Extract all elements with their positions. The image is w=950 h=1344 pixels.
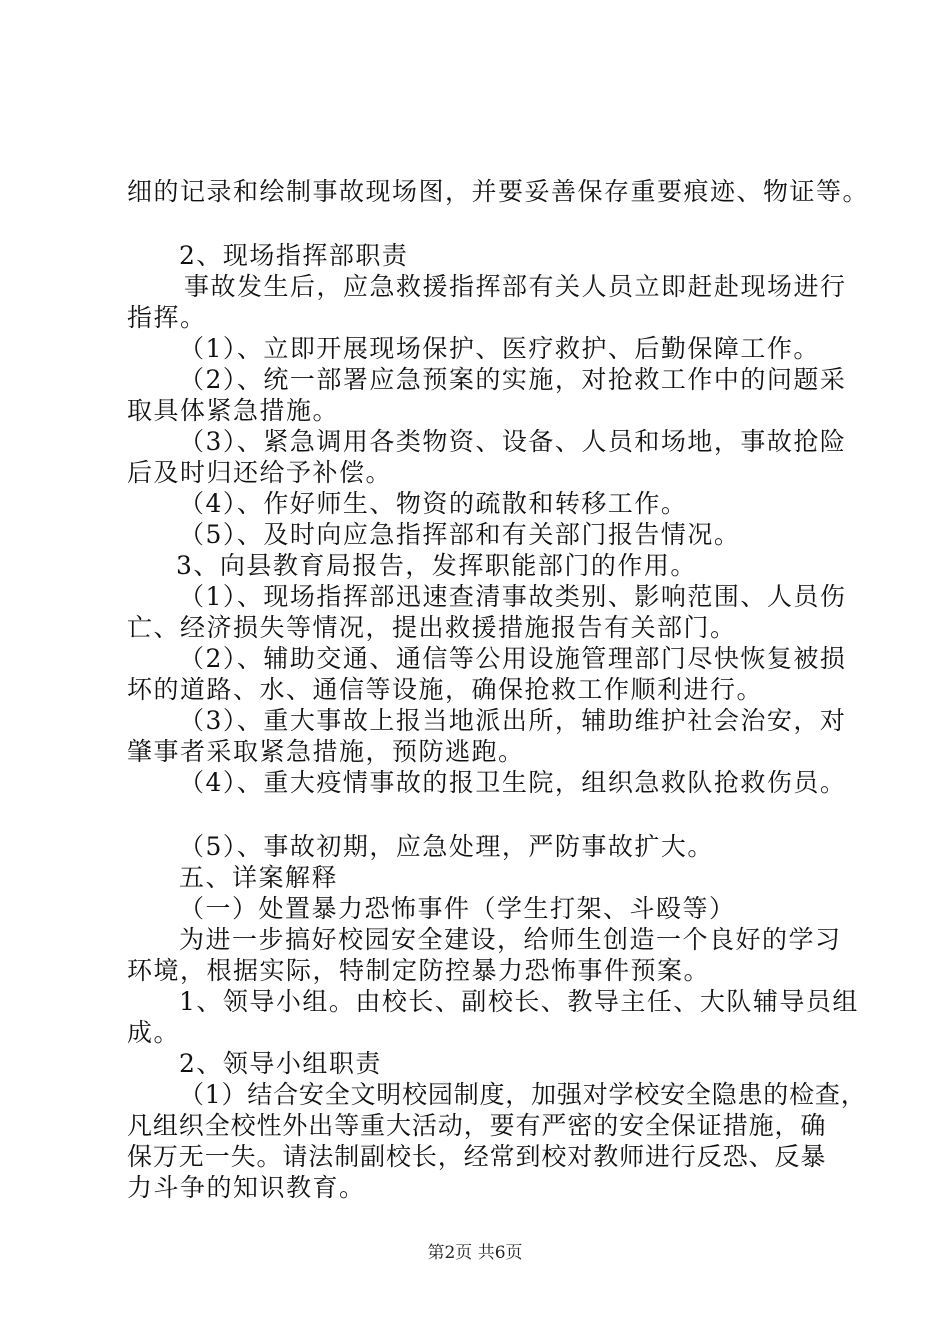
list-item: （5）、事故初期，应急处理，严防事故扩大。 — [179, 832, 714, 861]
section-heading: 3、向县教育局报告，发挥职能部门的作用。 — [176, 551, 697, 580]
list-item: （4）、作好师生、物资的疏散和转移工作。 — [179, 489, 688, 518]
paragraph-line: 凡组织全校性外出等重大活动，要有严密的安全保证措施，确 — [127, 1111, 827, 1140]
list-item: （4）、重大疫情事故的报卫生院，组织急救队抢救伤员。 — [179, 768, 847, 797]
paragraph-line: 力斗争的知识教育。 — [127, 1173, 366, 1202]
list-item: （3）、紧急调用各类物资、设备、人员和场地，事故抢险 — [179, 427, 847, 456]
paragraph-line: 保万无一失。请法制副校长，经常到校对教师进行反恐、反暴 — [127, 1142, 827, 1171]
paragraph-line: 为进一步搞好校园安全建设，给师生创造一个良好的学习 — [179, 925, 842, 954]
list-item: （5）、及时向应急指挥部和有关部门报告情况。 — [179, 520, 741, 549]
list-item: （1）、现场指挥部迅速查清事故类别、影响范围、人员伤 — [179, 582, 847, 611]
list-item: （1）、立即开展现场保护、医疗救护、后勤保障工作。 — [179, 334, 820, 363]
page-number-footer: 第2页 共6页 — [427, 1243, 523, 1263]
section-heading: 2、领导小组职责 — [179, 1049, 382, 1078]
paragraph-line: 亡、经济损失等情况，提出救援措施报告有关部门。 — [127, 613, 737, 642]
list-item: （3）、重大事故上报当地派出所，辅助维护社会治安，对 — [179, 706, 847, 735]
paragraph-line: 环境，根据实际，特制定防控暴力恐怖事件预案。 — [127, 956, 711, 985]
paragraph-line: 细的记录和绘制事故现场图，并要妥善保存重要痕迹、物证等。 — [127, 177, 870, 206]
list-item: （2）、统一部署应急预案的实施，对抢救工作中的问题采 — [179, 365, 847, 394]
paragraph-line: 指挥。 — [127, 303, 207, 332]
paragraph-line: 事故发生后，应急救援指挥部有关人员立即赶赴现场进行 — [184, 272, 847, 301]
list-item: （2）、辅助交通、通信等公用设施管理部门尽快恢复被损 — [179, 644, 847, 673]
subsection-heading: （一）处置暴力恐怖事件（学生打架、斗殴等） — [179, 894, 736, 923]
list-item: （1）结合安全文明校园制度，加强对学校安全隐患的检查， — [179, 1080, 867, 1109]
paragraph-line: 成。 — [127, 1018, 181, 1047]
list-item: 1、领导小组。由校长、副校长、教导主任、大队辅导员组 — [179, 987, 859, 1016]
section-heading: 五、详案解释 — [179, 863, 339, 892]
section-heading: 2、现场指挥部职责 — [179, 241, 409, 270]
paragraph-line: 肇事者采取紧急措施，预防逃跑。 — [127, 737, 525, 766]
paragraph-line: 后及时归还给予补偿。 — [127, 458, 393, 487]
paragraph-line: 坏的道路、水、通信等设施，确保抢救工作顺利进行。 — [127, 675, 764, 704]
paragraph-line: 取具体紧急措施。 — [127, 396, 340, 425]
